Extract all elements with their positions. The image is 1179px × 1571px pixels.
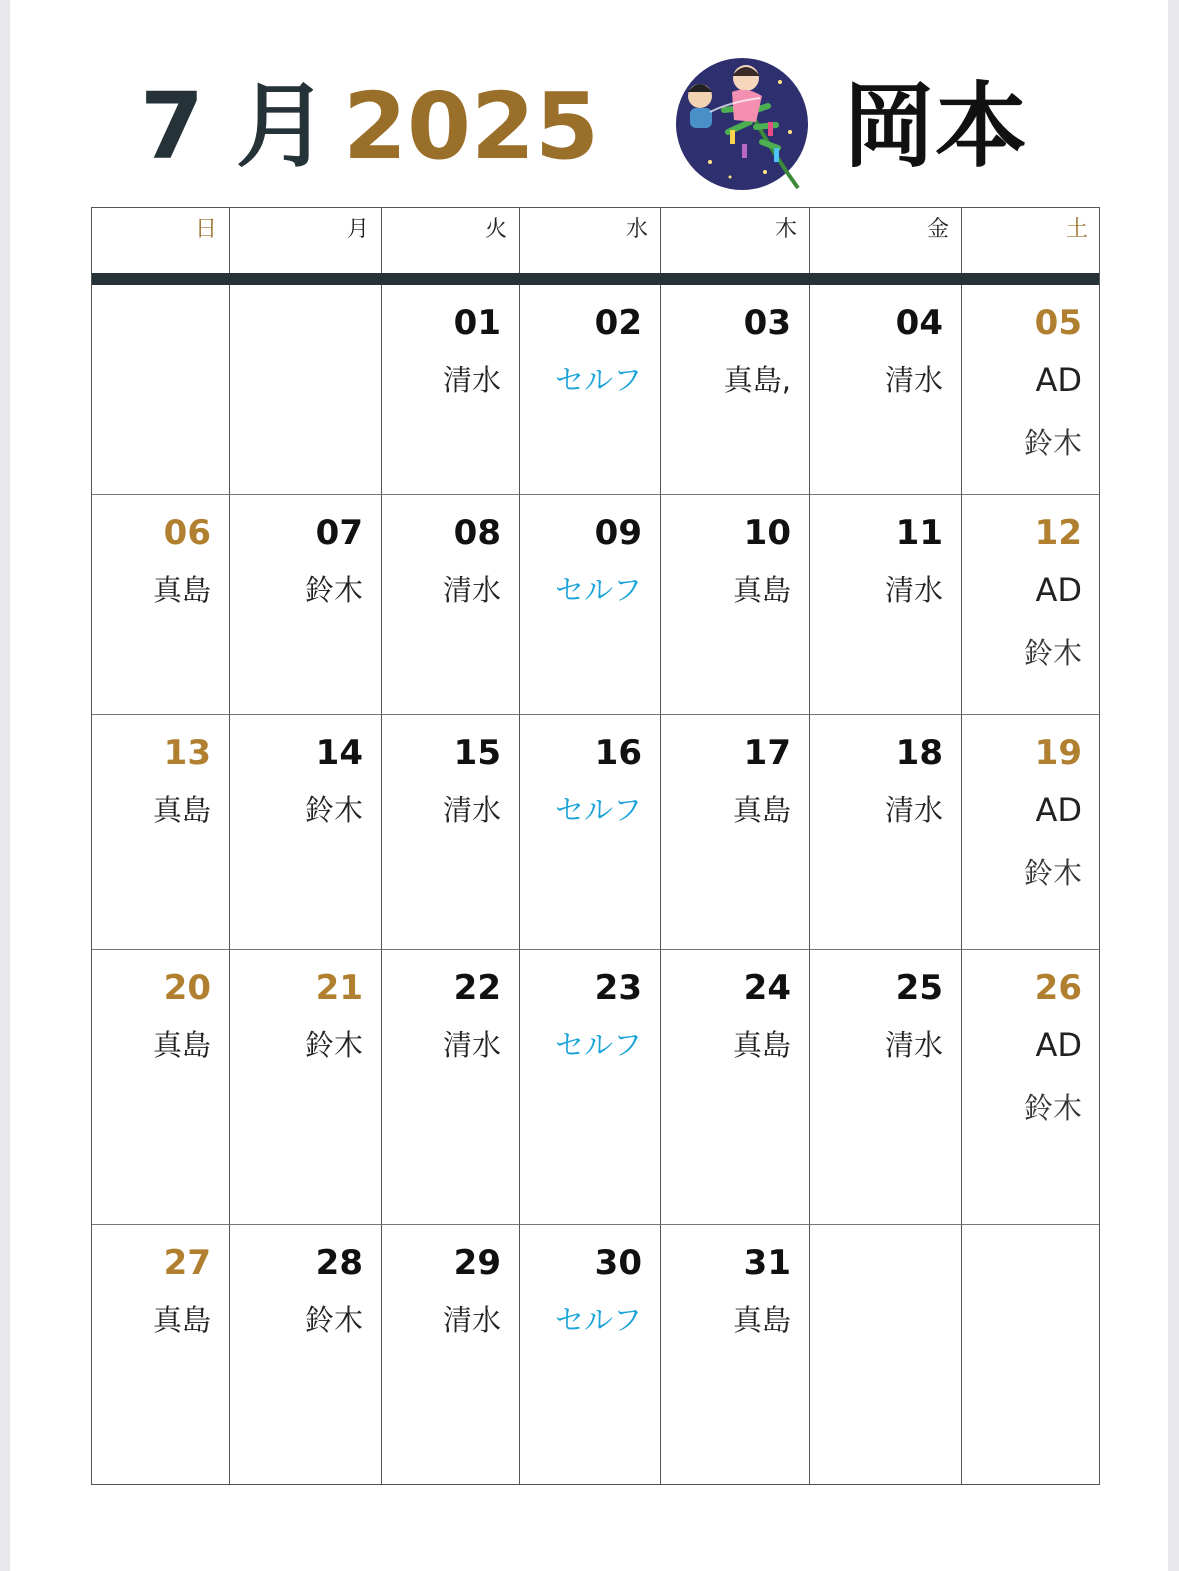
day-cell: [91, 494, 229, 714]
day-number: 26: [1034, 968, 1082, 1008]
day-number: 19: [1034, 733, 1082, 773]
day-cell: [660, 494, 809, 714]
day-cell: [381, 285, 519, 494]
shift-entry: 清水: [884, 1028, 943, 1062]
day-cell: [961, 285, 1100, 494]
shift-entry: 清水: [442, 1303, 501, 1337]
day-number: 21: [315, 968, 363, 1008]
day-number: 30: [594, 1243, 642, 1283]
weekday-sun: 日: [194, 217, 217, 242]
weekday-mon: 月: [229, 207, 381, 273]
day-number: 24: [743, 968, 791, 1008]
day-number: 23: [594, 968, 642, 1008]
shift-entry: 鈴木: [1023, 1091, 1082, 1125]
day-cell: [229, 1224, 381, 1485]
day-cell: [519, 949, 660, 1224]
day-number: 25: [895, 968, 943, 1008]
day-cell: [660, 714, 809, 949]
shift-entry: セルフ: [554, 573, 642, 607]
day-cell: [91, 285, 229, 494]
shift-entry: AD: [1035, 1026, 1082, 1064]
weekday-fri: 金: [809, 207, 961, 273]
tanabata-illustration-icon: [670, 52, 810, 192]
day-number: 18: [895, 733, 943, 773]
day-cell: [660, 285, 809, 494]
year-title: 2025: [343, 73, 600, 180]
shift-entry: AD: [1035, 571, 1082, 609]
shift-entry: 清水: [442, 573, 501, 607]
day-cell: [809, 1224, 961, 1485]
day-number: 29: [453, 1243, 501, 1283]
day-cell: [961, 714, 1100, 949]
day-cell: [660, 949, 809, 1224]
shift-entry: 真島,: [723, 363, 791, 397]
day-cell: [809, 714, 961, 949]
shift-entry: 真島: [732, 793, 791, 827]
day-number: 22: [453, 968, 501, 1008]
day-number: 14: [315, 733, 363, 773]
shift-entry: 真島: [152, 573, 211, 607]
shift-entry: AD: [1035, 361, 1082, 399]
day-number: 02: [594, 303, 642, 343]
day-cell: [229, 494, 381, 714]
shift-entry: 真島: [732, 573, 791, 607]
day-number: 05: [1034, 303, 1082, 343]
day-cell: [961, 949, 1100, 1224]
shift-entry: 清水: [442, 363, 501, 397]
shift-entry: 鈴木: [304, 1028, 363, 1062]
day-cell: [229, 949, 381, 1224]
day-cell: [381, 1224, 519, 1485]
weekday-wed: 水: [519, 207, 660, 273]
day-cell: [660, 1224, 809, 1485]
shift-entry: セルフ: [554, 363, 642, 397]
shift-entry: 真島: [152, 793, 211, 827]
day-number: 31: [743, 1243, 791, 1283]
shift-entry: 鈴木: [304, 1303, 363, 1337]
shift-entry: 真島: [152, 1303, 211, 1337]
day-cell: [91, 714, 229, 949]
weekday-header-row: [91, 207, 1100, 273]
day-number: 12: [1034, 513, 1082, 553]
shift-entry: 鈴木: [304, 793, 363, 827]
shift-entry: 清水: [442, 793, 501, 827]
day-number: 28: [315, 1243, 363, 1283]
day-number: 20: [163, 968, 211, 1008]
day-cell: [519, 285, 660, 494]
shift-entry: セルフ: [554, 1028, 642, 1062]
day-number: 06: [163, 513, 211, 553]
day-cell: [519, 714, 660, 949]
day-number: 15: [453, 733, 501, 773]
day-cell: [809, 285, 961, 494]
day-number: 13: [163, 733, 211, 773]
weekday-thu: 木: [660, 207, 809, 273]
shift-entry: AD: [1035, 791, 1082, 829]
person-name-title: 岡本: [843, 73, 1028, 180]
day-number: 07: [315, 513, 363, 553]
shift-entry: 鈴木: [304, 573, 363, 607]
day-cell: [381, 714, 519, 949]
shift-entry: 真島: [152, 1028, 211, 1062]
day-cell: [381, 949, 519, 1224]
day-cell: [809, 494, 961, 714]
weekday-tue: 火: [381, 207, 519, 273]
day-cell: [519, 494, 660, 714]
shift-entry: 真島: [732, 1303, 791, 1337]
shift-entry: セルフ: [554, 793, 642, 827]
day-number: 16: [594, 733, 642, 773]
shift-entry: 清水: [442, 1028, 501, 1062]
calendar-sheet: [10, 0, 1168, 1571]
day-cell: [961, 1224, 1100, 1485]
day-cell: [809, 949, 961, 1224]
shift-entry: 鈴木: [1023, 426, 1082, 460]
day-cell: [961, 494, 1100, 714]
weekday-sat: 土: [961, 207, 1100, 273]
shift-entry: 鈴木: [1023, 856, 1082, 890]
shift-entry: セルフ: [554, 1303, 642, 1337]
day-number: 10: [743, 513, 791, 553]
shift-entry: 真島: [732, 1028, 791, 1062]
shift-entry: 鈴木: [1023, 636, 1082, 670]
day-cell: [229, 714, 381, 949]
day-cell: [91, 949, 229, 1224]
day-number: 09: [594, 513, 642, 553]
day-number: 03: [743, 303, 791, 343]
day-cell: [91, 1224, 229, 1485]
header-divider: [91, 273, 1100, 285]
day-cell: [229, 285, 381, 494]
day-number: 11: [895, 513, 943, 553]
calendar-grid: [91, 207, 1100, 1485]
shift-entry: 清水: [884, 363, 943, 397]
day-cell: [519, 1224, 660, 1485]
day-cell: [381, 494, 519, 714]
day-number: 08: [453, 513, 501, 553]
shift-entry: 清水: [884, 573, 943, 607]
month-title: 7 月: [140, 73, 329, 180]
day-number: 01: [453, 303, 501, 343]
day-number: 17: [743, 733, 791, 773]
shift-entry: 清水: [884, 793, 943, 827]
day-number: 27: [163, 1243, 211, 1283]
day-number: 04: [895, 303, 943, 343]
